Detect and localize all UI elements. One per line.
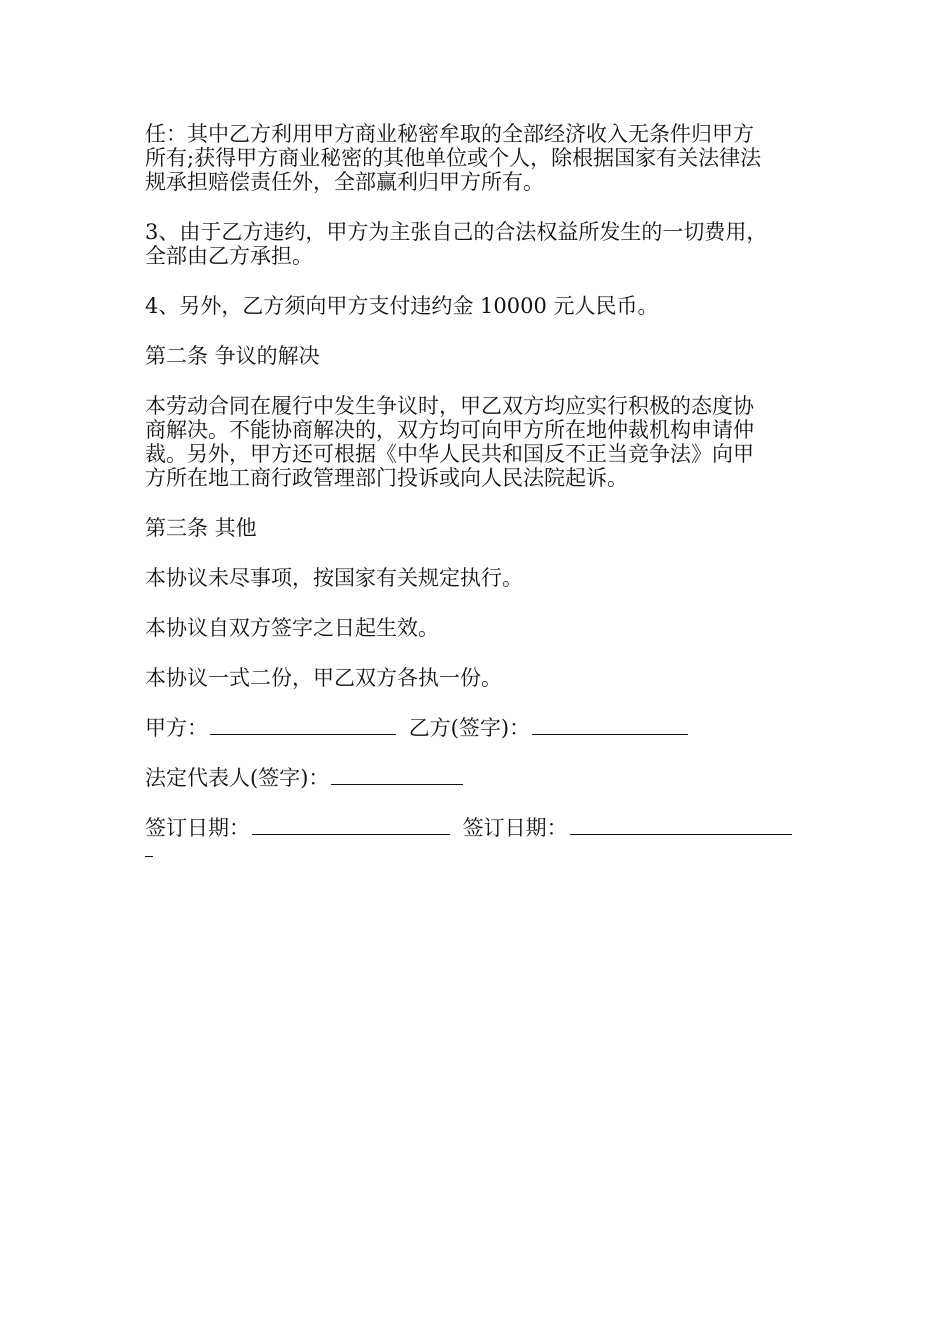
text-line: 本协议自双方签字之日起生效。 [145, 616, 439, 640]
paragraph-unmentioned-matters [145, 566, 807, 590]
date-blank-overflow [145, 838, 153, 857]
date-blank-wrap [145, 838, 807, 862]
text-line: 商解决。不能协商解决的，双方均可向甲方所在地仲裁机构申请仲 [145, 418, 754, 442]
text-line: 裁。另外，甲方还可根据《中华人民共和国反不正当竞争法》向甲 [145, 442, 754, 466]
section-heading-other [145, 516, 807, 540]
date-b-blank [570, 816, 792, 835]
text-line: 本协议未尽事项，按国家有关规定执行。 [145, 566, 523, 590]
text-line: 4、另外，乙方须向甲方支付违约金 10000 元人民币。 [145, 294, 659, 318]
party-b-signature-blank [532, 716, 688, 735]
paragraph-clause-3 [145, 220, 807, 268]
party-a-signature-blank [210, 716, 396, 735]
text-line: 任：其中乙方利用甲方商业秘密牟取的全部经济收入无条件归甲方 [145, 122, 754, 146]
text-line: 3、由于乙方违约，甲方为主张自己的合法权益所发生的一切费用， [145, 220, 768, 244]
text-line: 本劳动合同在履行中发生争议时，甲乙双方均应实行积极的态度协 [145, 394, 754, 418]
paragraph-dispute-resolution [145, 394, 807, 490]
signature-line-dates [145, 816, 807, 862]
legal-rep-label: 法定代表人(签字)： [145, 766, 330, 790]
text-line: 所有;获得甲方商业秘密的其他单位或个人，除根据国家有关法律法 [145, 146, 762, 170]
paragraph-clause-4 [145, 294, 807, 318]
party-b-label: 乙方(签字)： [408, 716, 531, 740]
signature-line-legal-rep [145, 766, 807, 790]
date-b-label: 签订日期： [462, 816, 568, 840]
section-title: 第三条 其他 [145, 516, 257, 540]
paragraph-effective-date [145, 616, 807, 640]
text-line: 本协议一式二份，甲乙双方各执一份。 [145, 666, 502, 690]
signature-line-parties [145, 716, 807, 740]
paragraph-copies [145, 666, 807, 690]
date-a-label: 签订日期： [145, 816, 250, 840]
section-title: 第二条 争议的解决 [145, 344, 320, 368]
legal-rep-signature-blank [331, 766, 463, 785]
document-body [145, 122, 807, 888]
party-a-label: 甲方： [145, 716, 208, 740]
text-line: 规承担赔偿责任外，全部赢利归甲方所有。 [145, 170, 544, 194]
date-a-blank [252, 816, 450, 835]
paragraph-liability-continued [145, 122, 807, 194]
text-line: 方所在地工商行政管理部门投诉或向人民法院起诉。 [145, 466, 628, 490]
section-heading-dispute [145, 344, 807, 368]
text-line: 全部由乙方承担。 [145, 244, 313, 268]
